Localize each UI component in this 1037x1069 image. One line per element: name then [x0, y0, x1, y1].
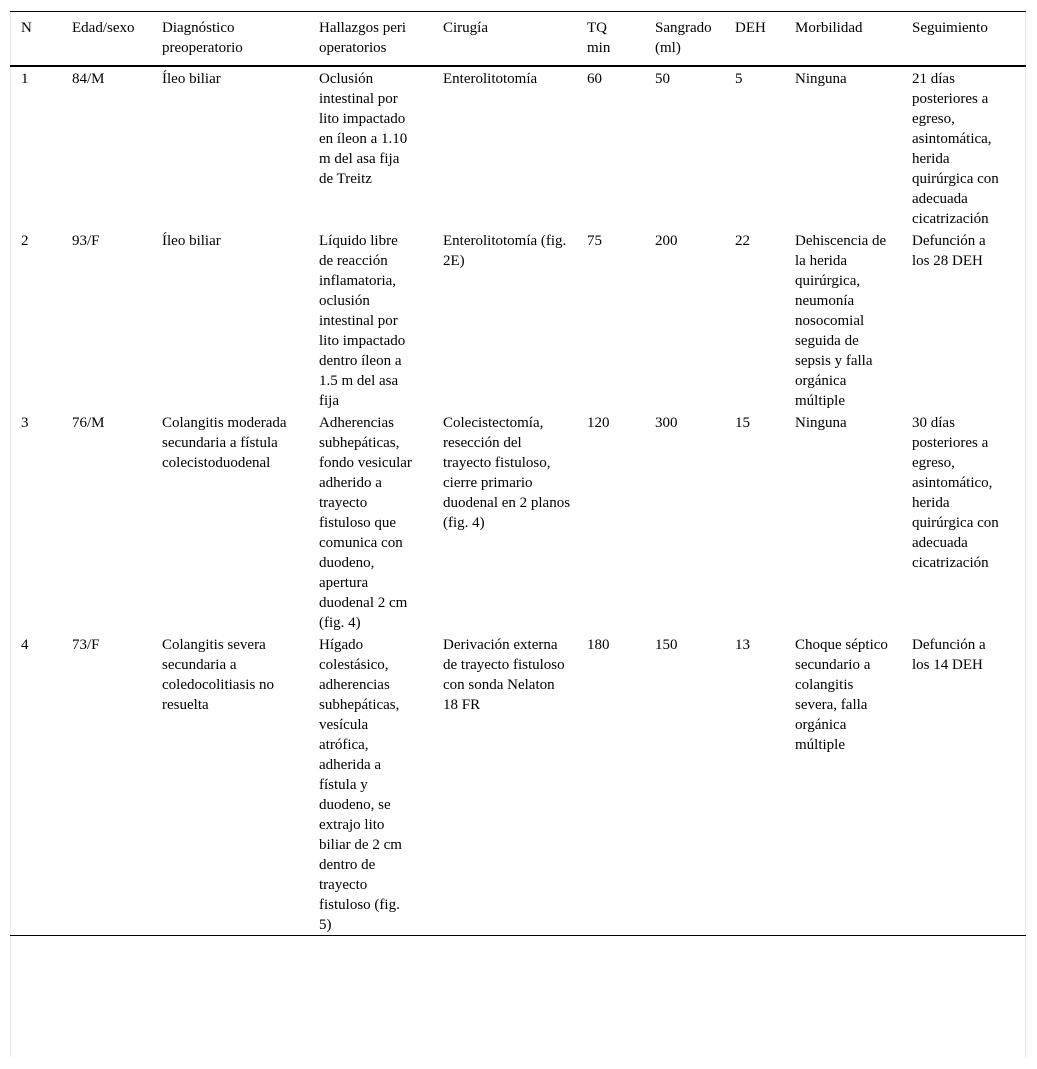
- cell-sangrado: 200: [655, 233, 678, 249]
- cell-hallazgos: Oclusión intestinal por lito impactado en íleon a 1.10 m del asa fija de Treitz: [319, 71, 412, 187]
- header-n: N: [21, 20, 32, 36]
- header-tq: TQ min: [587, 20, 611, 56]
- cell-diagnostico: Colangitis moderada secundaria a fístula colecistoduodenal: [162, 415, 291, 471]
- cell-sangrado: 150: [655, 637, 678, 653]
- cell-hallazgos: Líquido libre de reacción inflamatoria, oclusión intestinal por lito impactado dentro íleon a 1.5 m del asa fija: [319, 233, 409, 409]
- cell-tq: 60: [587, 71, 602, 87]
- header-deh: DEH: [735, 20, 766, 36]
- header-morbilidad: Morbilidad: [795, 20, 863, 36]
- cell-n: 3: [21, 415, 29, 431]
- cell-sangrado: 50: [655, 71, 670, 87]
- table-row: [10, 229, 1026, 411]
- header-row: [10, 12, 1026, 67]
- cell-cirugia: Colecistectomía, resección del trayecto fistuloso, cierre primario duodenal en 2 planos (fig. 4): [443, 415, 574, 531]
- header-diagnostico: Diagnóstico preoperatorio: [162, 20, 243, 56]
- cell-morbilidad: Dehiscencia de la herida quirúrgica, neumonía nosocomial seguida de sepsis y falla orgánica múltiple: [795, 233, 890, 409]
- cell-tq: 75: [587, 233, 602, 249]
- cell-deh: 5: [735, 71, 743, 87]
- cell-tq: 180: [587, 637, 610, 653]
- header-hallazgos: Hallazgos peri operatorios: [319, 20, 410, 56]
- cell-seguimiento: 21 días posteriores a egreso, asintomática, herida quirúrgica con adecuada cicatrización: [912, 71, 1003, 227]
- table-row: [10, 633, 1026, 936]
- cell-deh: 22: [735, 233, 750, 249]
- cell-edad-sexo: 76/M: [72, 415, 105, 431]
- table-container: [10, 11, 1026, 936]
- cell-cirugia: Enterolitotomía (fig. 2E): [443, 233, 571, 269]
- cell-hallazgos: Hígado colestásico, adherencias subhepáticas, vesícula atrófica, adherida a fístula y duodeno, se extrajo lito biliar de 2 cm dentro de trayecto fistuloso (fig. 5): [319, 637, 406, 933]
- cell-n: 2: [21, 233, 29, 249]
- table-row: [10, 66, 1026, 229]
- cell-cirugia: Derivación externa de trayecto fistuloso con sonda Nelaton 18 FR: [443, 637, 569, 713]
- cell-edad-sexo: 93/F: [72, 233, 100, 249]
- clinical-cases-table: [10, 11, 1026, 936]
- cell-seguimiento: Defunción a los 28 DEH: [912, 233, 990, 269]
- cell-deh: 13: [735, 637, 750, 653]
- header-seguimiento: Seguimiento: [912, 20, 988, 36]
- table-row: [10, 411, 1026, 633]
- cell-seguimiento: Defunción a los 14 DEH: [912, 637, 990, 673]
- cell-edad-sexo: 84/M: [72, 71, 105, 87]
- cell-deh: 15: [735, 415, 750, 431]
- cell-diagnostico: Íleo biliar: [162, 71, 221, 87]
- cell-n: 4: [21, 637, 29, 653]
- cell-diagnostico: Colangitis severa secundaria a coledocolitiasis no resuelta: [162, 637, 278, 713]
- cell-diagnostico: Íleo biliar: [162, 233, 221, 249]
- cell-cirugia: Enterolitotomía: [443, 71, 538, 87]
- cell-morbilidad: Ninguna: [795, 71, 847, 87]
- cell-sangrado: 300: [655, 415, 678, 431]
- cell-seguimiento: 30 días posteriores a egreso, asintomático, herida quirúrgica con adecuada cicatrización: [912, 415, 1003, 571]
- header-sangrado: Sangrado (ml): [655, 20, 716, 56]
- header-edad-sexo: Edad/sexo: [72, 20, 135, 36]
- cell-morbilidad: Ninguna: [795, 415, 847, 431]
- cell-edad-sexo: 73/F: [72, 637, 100, 653]
- cell-hallazgos: Adherencias subhepáticas, fondo vesicular adherido a trayecto fistuloso que comunica con duodeno, apertura duodenal 2 cm (fig. 4): [319, 415, 416, 631]
- header-cirugia: Cirugía: [443, 20, 488, 36]
- cell-n: 1: [21, 71, 29, 87]
- cell-tq: 120: [587, 415, 610, 431]
- cell-morbilidad: Choque séptico secundario a colangitis severa, falla orgánica múltiple: [795, 637, 892, 753]
